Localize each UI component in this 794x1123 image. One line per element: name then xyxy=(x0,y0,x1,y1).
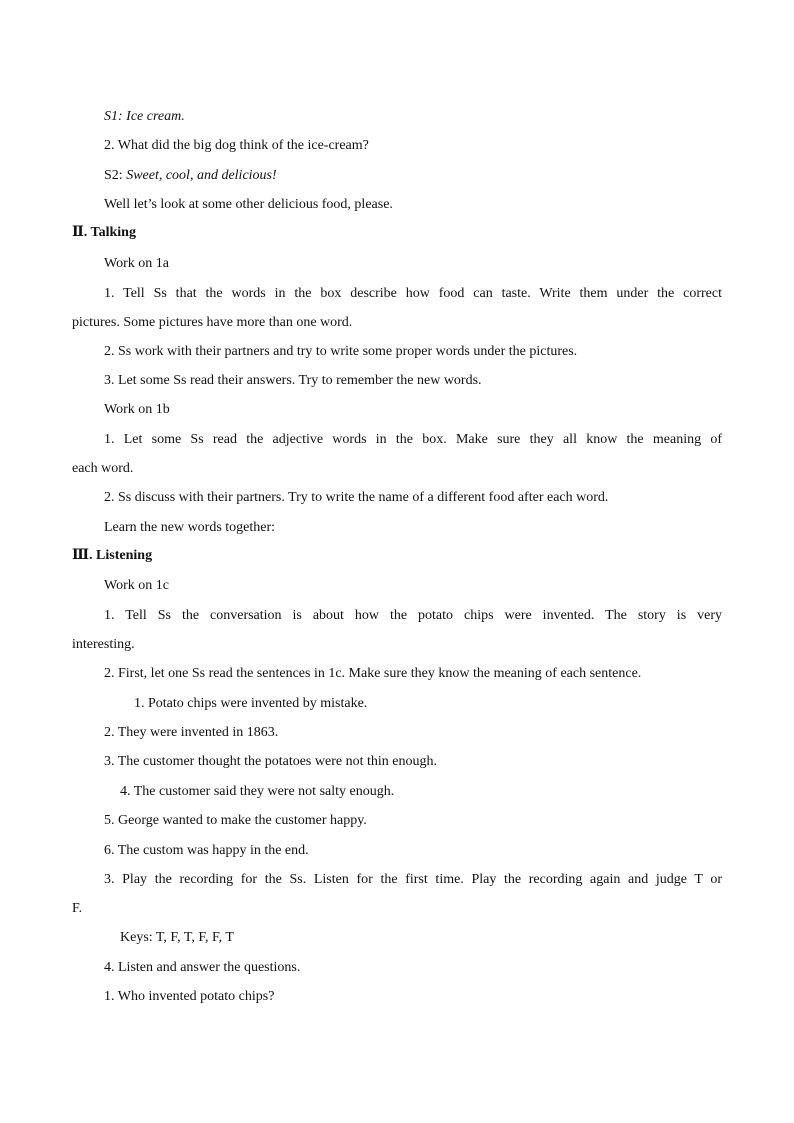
paragraph-line: 2. Ss work with their partners and try to write some proper words under the pictures. xyxy=(104,344,578,359)
answer-keys: Keys: T, F, T, F, F, T xyxy=(120,930,234,945)
paragraph-line: 3. Let some Ss read their answers. Try to remember the new words. xyxy=(104,373,482,388)
paragraph-line: 2. First, let one Ss read the sentences in 1c. Make sure they know the meaning of each sentence. xyxy=(104,666,642,681)
question-line: 1. Who invented potato chips? xyxy=(104,989,275,1004)
paragraph-line: interesting. xyxy=(72,637,135,652)
list-item: 1. Potato chips were invented by mistake. xyxy=(134,696,368,711)
paragraph-line: Learn the new words together: xyxy=(104,520,276,535)
answer-text: Ice cream. xyxy=(126,109,185,124)
list-item: 2. They were invented in 1863. xyxy=(104,725,279,740)
paragraph-line: 1. Let some Ss read the adjective words in the box. Make sure they all know the meaning of xyxy=(104,432,722,447)
section-heading-talking: Ⅱ. Talking xyxy=(72,225,136,240)
paragraph-line: 1. Tell Ss the conversation is about how the potato chips were invented. The story is very xyxy=(104,608,722,623)
paragraph-line: Well let’s look at some other delicious food, please. xyxy=(104,197,393,212)
paragraph-line: 2. Ss discuss with their partners. Try to write the name of a different food after each word. xyxy=(104,490,609,505)
paragraph-line: 1. Tell Ss that the words in the box describe how food can taste. Write them under the correct xyxy=(104,286,722,301)
list-item: 3. The customer thought the potatoes were not thin enough. xyxy=(104,754,437,769)
section-heading-listening: Ⅲ. Listening xyxy=(72,548,153,563)
dialogue-line-s2 xyxy=(104,167,277,185)
question-line: 2. What did the big dog think of the ice-cream? xyxy=(104,138,369,153)
paragraph-line: F. xyxy=(72,901,83,916)
speaker-label: S1: xyxy=(104,109,127,124)
paragraph-line: 4. Listen and answer the questions. xyxy=(104,960,301,975)
list-item: 6. The custom was happy in the end. xyxy=(104,843,309,858)
paragraph-line: pictures. Some pictures have more than one word. xyxy=(72,315,353,330)
subheading-work-1c: Work on 1c xyxy=(104,578,169,593)
answer-text: Sweet, cool, and delicious! xyxy=(126,168,277,183)
speaker-label: S2: xyxy=(104,168,127,183)
list-item: 4. The customer said they were not salty enough. xyxy=(120,784,395,799)
paragraph-line: each word. xyxy=(72,461,134,476)
paragraph-line: 3. Play the recording for the Ss. Listen for the first time. Play the recording again and judge T or xyxy=(104,872,722,887)
subheading-work-1a: Work on 1a xyxy=(104,256,169,271)
dialogue-line-s1 xyxy=(104,108,185,126)
subheading-work-1b: Work on 1b xyxy=(104,402,170,417)
list-item: 5. George wanted to make the customer happy. xyxy=(104,813,367,828)
